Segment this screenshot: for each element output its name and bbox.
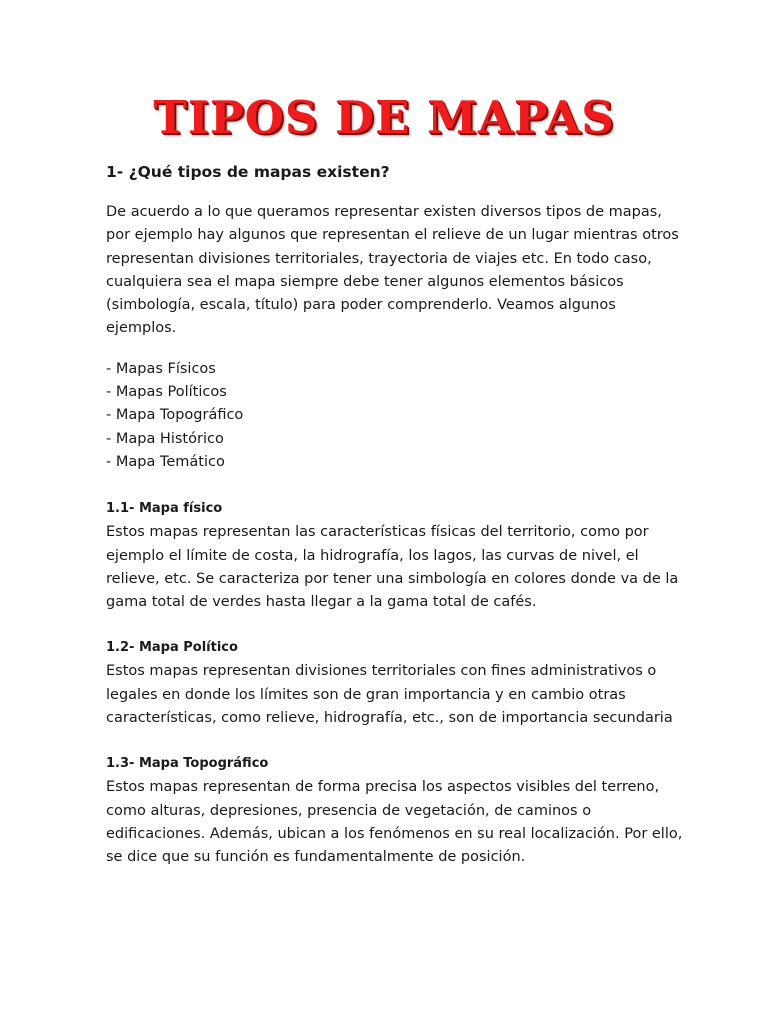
list-item: - Mapa Topográfico (106, 407, 244, 424)
subsection-political-map (106, 636, 686, 730)
map-types-list (106, 358, 686, 474)
subsection-body: Estos mapas representan de forma precisa los aspectos visibles del terreno, como alturas, depresiones, presencia de vegetación, de caminos o edificaciones. Además, ubican a los fenómenos en su real localización. Por ello, se dice que su función es fundamentalmente de posición. (106, 779, 683, 866)
section-heading: 1- ¿Qué tipos de mapas existen? (106, 163, 390, 181)
document-body (106, 160, 686, 892)
subsection-body: Estos mapas representan divisiones territoriales con fines administrativos o legales en donde los límites son de gran importancia y en cambio otras características, como relieve, hidrografía, etc., son de importancia secundaria (106, 663, 673, 727)
list-item: - Mapa Histórico (106, 430, 224, 447)
subsection-heading: 1.3- Mapa Topográfico (106, 756, 269, 772)
subsection-physical-map (106, 497, 686, 614)
subsection-heading: 1.2- Mapa Político (106, 640, 238, 656)
list-item: - Mapas Políticos (106, 384, 227, 401)
subsection-topographic-map (106, 752, 686, 869)
subsection-heading: 1.1- Mapa físico (106, 501, 223, 517)
page-title: TIPOS DE MAPAS (153, 91, 615, 144)
subsection-body: Estos mapas representan las características físicas del territorio, como por ejemplo el límite de costa, la hidrografía, los lagos, las curvas de nivel, el relieve, etc. Se caracteriza por tener una simbología en colores donde va de la gama total de verdes hasta llegar a la gama total de cafés. (106, 524, 679, 611)
list-item: - Mapa Temático (106, 453, 225, 470)
intro-paragraph: De acuerdo a lo que queramos representar existen diversos tipos de mapas, por ejemplo hay algunos que representan el relieve de un lugar mientras otros representan divisiones territoriales, trayectoria de viajes etc. En todo caso, cualquiera sea el mapa siempre debe tener algunos elementos básicos (simbología, escala, título) para poder comprenderlo. Veamos algunos ejemplos. (106, 204, 679, 337)
list-item: - Mapas Físicos (106, 360, 216, 377)
